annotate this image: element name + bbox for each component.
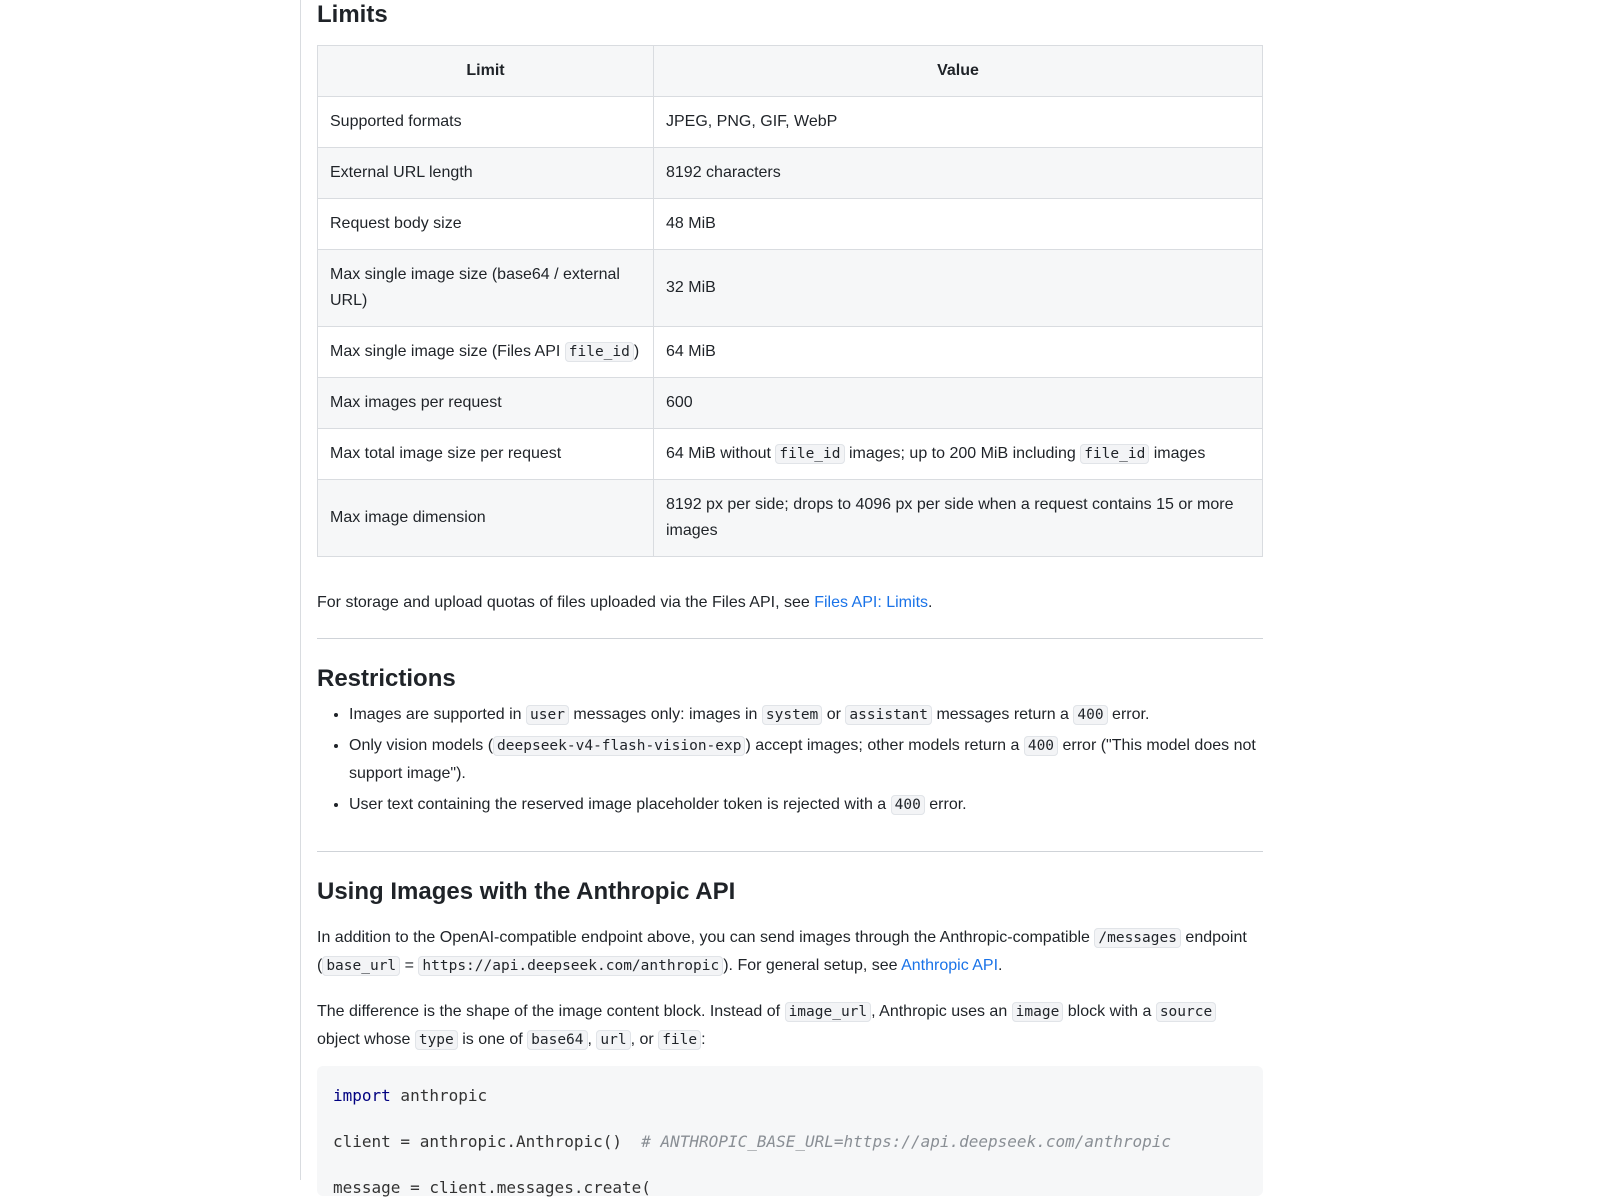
limit-cell: Max single image size (base64 / external URL) [318,250,654,327]
table-row [318,327,1263,378]
value-text: images [1149,445,1206,462]
note-text: . [928,594,933,611]
section-divider [317,638,1263,639]
value-cell: 64 MiB [654,327,1263,378]
para-text: is one of [457,1031,528,1048]
inline-code: file_id [1080,444,1149,464]
para-text: , [587,1031,597,1048]
inline-code: /messages [1094,928,1181,948]
restrictions-list [317,701,1263,822]
item-text: or [822,706,846,723]
limit-cell: External URL length [318,148,654,199]
limit-cell [318,327,654,378]
anthropic-diff [317,998,1263,1054]
value-cell: 8192 characters [654,148,1263,199]
value-cell [654,429,1263,480]
para-text: ). For general setup, see [723,957,902,974]
code-text: client = anthropic.Anthropic() [333,1132,642,1151]
limit-cell: Max image dimension [318,480,654,557]
para-text: The difference is the shape of the image content block. Instead of [317,1003,785,1020]
item-text: messages return a [932,706,1074,723]
anthropic-intro [317,924,1263,980]
inline-code: file [658,1030,701,1050]
para-text: block with a [1063,1003,1156,1020]
inline-code: file_id [775,444,844,464]
anthropic-heading: Using Images with the Anthropic API [317,878,736,905]
para-text: endpoint ( [317,929,1247,974]
table-row [318,250,1263,327]
restrictions-heading: Restrictions [317,665,456,692]
col-header-limit: Limit [318,46,654,97]
table-row [318,429,1263,480]
inline-code: file_id [565,342,634,362]
value-cell: 48 MiB [654,199,1263,250]
code-line [333,1132,1171,1151]
code-line [333,1086,487,1105]
inline-code: deepseek-v4-flash-vision-exp [493,736,745,756]
para-text: In addition to the OpenAI-compatible endpoint above, you can send images through the Anthropic-compatible [317,929,1095,946]
inline-code: system [762,705,822,725]
table-row [318,199,1263,250]
item-text: error ("This model does not support image"). [349,737,1256,782]
code-keyword: import [333,1086,391,1105]
files-api-limits-link[interactable]: Files API: Limits [814,594,929,611]
item-text: Only vision models ( [349,737,494,754]
limit-cell: Max total image size per request [318,429,654,480]
inline-code: assistant [845,705,932,725]
section-divider [317,851,1263,852]
note-text: For storage and upload quotas of files uploaded via the Files API, see [317,594,815,611]
value-cell: 8192 px per side; drops to 4096 px per side when a request contains 15 or more images [654,480,1263,557]
code-line [333,1178,651,1197]
inline-code: url [596,1030,630,1050]
inline-code: source [1156,1002,1216,1022]
inline-code: 400 [1073,705,1107,725]
para-text: , Anthropic uses an [871,1003,1012,1020]
list-item [349,701,1263,729]
table-row [318,148,1263,199]
para-text: : [701,1031,706,1048]
list-item [349,791,1263,819]
value-cell: 600 [654,378,1263,429]
item-text: messages only: images in [568,706,762,723]
inline-code: 400 [1024,736,1058,756]
inline-code: 400 [891,795,925,815]
limit-cell: Request body size [318,199,654,250]
item-text: ) accept images; other models return a [745,737,1024,754]
value-text: 64 MiB without [666,445,776,462]
anthropic-api-link[interactable]: Anthropic API [901,957,999,974]
limit-cell: Max images per request [318,378,654,429]
limit-text: ) [633,343,640,360]
code-text: anthropic [390,1086,488,1105]
item-text: error. [924,796,967,813]
code-text: message = client.messages.create( [333,1178,651,1197]
table-row [318,378,1263,429]
list-item [349,732,1263,788]
item-text: User text containing the reserved image placeholder token is rejected with a [349,796,891,813]
table-row [318,97,1263,148]
col-header-value: Value [654,46,1263,97]
inline-code: base64 [527,1030,587,1050]
para-text: , or [630,1031,659,1048]
limit-cell: Supported formats [318,97,654,148]
code-comment: # ANTHROPIC_BASE_URL=https://api.deepseek.com/anthropic [641,1132,1172,1151]
para-text: = [400,957,419,974]
inline-code: type [415,1030,458,1050]
value-text: images; up to 200 MiB including [844,445,1081,462]
para-text: . [998,957,1003,974]
sidebar-divider [300,0,301,1180]
limit-text: Max single image size (Files API [330,343,565,360]
code-block[interactable] [317,1066,1263,1196]
value-cell: 32 MiB [654,250,1263,327]
limits-heading: Limits [317,1,388,28]
table-row [318,480,1263,557]
item-text: Images are supported in [349,706,526,723]
item-text: error. [1107,706,1150,723]
inline-code: image [1012,1002,1064,1022]
limits-table [317,45,1263,557]
inline-code: user [526,705,569,725]
para-text: object whose [317,1031,415,1048]
files-quota-note [317,589,1263,616]
inline-code: https://api.deepseek.com/anthropic [418,956,723,976]
inline-code: base_url [322,956,400,976]
table-header-row [318,46,1263,97]
inline-code: image_url [785,1002,872,1022]
value-cell: JPEG, PNG, GIF, WebP [654,97,1263,148]
